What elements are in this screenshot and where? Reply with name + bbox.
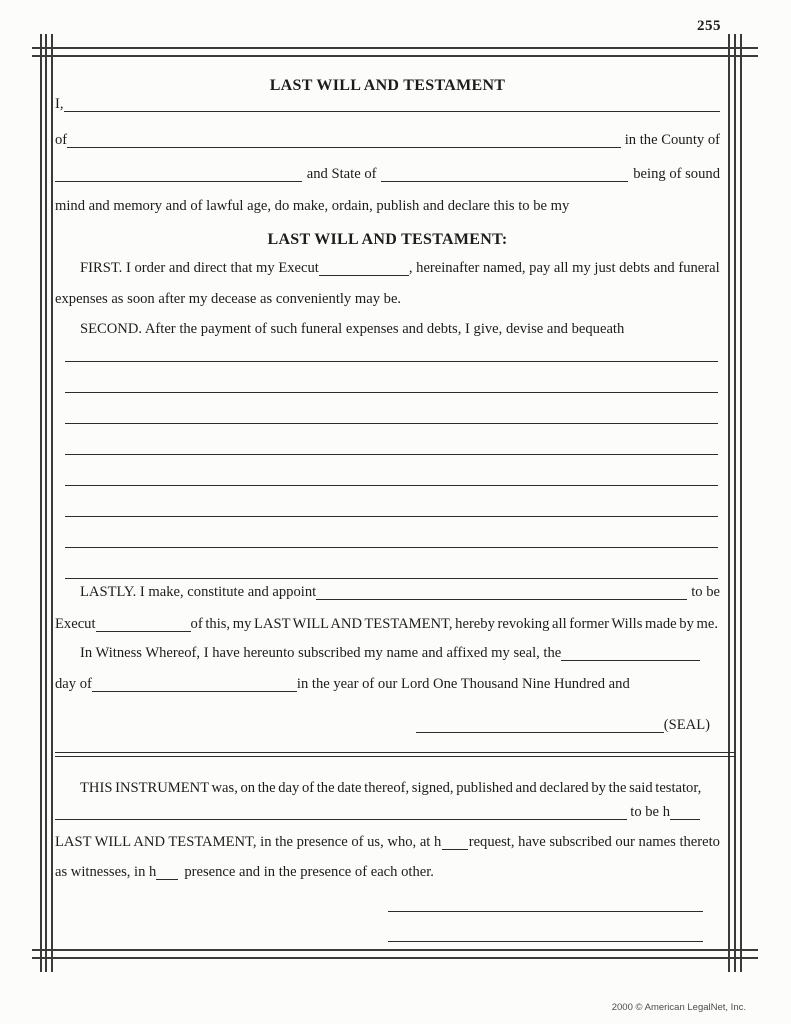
bequest-blank-line: [65, 455, 718, 486]
second-clause: SECOND. After the payment of such funeral expenses and debts, I give, devise and bequeath: [80, 321, 625, 337]
witness-signature-line-2: [388, 941, 703, 942]
page-number: 255: [697, 18, 721, 34]
frame-top-line-1: [32, 47, 758, 49]
seal-date-blank: [561, 660, 700, 661]
first-clause-line1: FIRST. I order and direct that my Execut , hereinafter named, pay all my just debts and funeral: [80, 260, 720, 276]
frame-right-line-2: [734, 34, 736, 972]
frame-bottom-line-2: [32, 957, 758, 959]
bequest-blank-line: [65, 331, 718, 362]
frame-top-line-2: [32, 55, 758, 57]
form-title: LAST WILL AND TESTAMENT: [269, 77, 506, 94]
residence-blank: [67, 147, 621, 148]
section-heading: LAST WILL AND TESTAMENT:: [267, 231, 508, 248]
to-be-h-row: to be h: [55, 800, 720, 824]
testator-name-blank: [64, 111, 720, 112]
witness-whereof-row: In Witness Whereof, I have hereunto subscribed my name and affixed my seal, the: [55, 641, 720, 665]
executor-suffix-blank: [96, 631, 191, 632]
gender-suffix-blank-2: [442, 849, 468, 850]
executor-row: Execut of this, my LAST WILL AND TESTAMENT, hereby revoking all former Wills made by me.: [55, 616, 719, 632]
frame-right-line-3: [740, 34, 742, 972]
bequest-blank-line: [65, 486, 718, 517]
residence-row: of in the County of: [55, 132, 720, 148]
lastly-clause: LASTLY. I make, constitute and appoint to be: [80, 584, 720, 600]
section-divider: [55, 752, 735, 757]
seal-row: (SEAL): [55, 713, 720, 737]
bequest-blank-line: [65, 393, 718, 424]
gender-suffix-blank-3: [156, 879, 178, 880]
instrument-row: THIS INSTRUMENT was, on the day of the date thereof, signed, published and declared by the said testator,: [80, 780, 702, 796]
county-blank: [55, 181, 302, 182]
state-blank: [381, 181, 628, 182]
testator-signature-blank: [416, 732, 664, 733]
first-clause-line2: expenses as soon after my decease as conveniently may be.: [55, 291, 402, 307]
frame-left-line-2: [45, 34, 47, 972]
bequest-blank-line: [65, 424, 718, 455]
day-of-row: day of in the year of our Lord One Thousand Nine Hundred and: [55, 676, 630, 692]
bequest-blank-line: [65, 362, 718, 393]
frame-bottom-line-1: [32, 949, 758, 951]
bequest-blank-line: [65, 517, 718, 548]
gender-suffix-blank-1: [670, 819, 700, 820]
attestation-long-blank: [55, 819, 627, 820]
copyright-footer: 2000 © American LegalNet, Inc.: [611, 1002, 746, 1013]
frame-left-line-3: [51, 34, 53, 972]
executor-name-blank: [316, 599, 687, 600]
executor-gender-blank: [319, 275, 409, 276]
frame-left-line-1: [40, 34, 42, 972]
presence-row: LAST WILL AND TESTAMENT, in the presence of us, who, at h request, have subscribed our names thereto: [55, 834, 720, 850]
mind-memory-row: mind and memory and of lawful age, do make, ordain, publish and declare this to be my: [55, 198, 570, 214]
witnesses-row: as witnesses, in h presence and in the presence of each other.: [55, 864, 434, 880]
bequest-blank-line: [65, 548, 718, 579]
testator-name-row: I,: [55, 92, 720, 116]
witness-signature-line-1: [388, 911, 703, 912]
bequest-blank-lines: [65, 331, 718, 579]
month-blank: [92, 691, 297, 692]
frame-right-line-1: [728, 34, 730, 972]
county-state-row: and State of being of sound: [55, 162, 720, 186]
